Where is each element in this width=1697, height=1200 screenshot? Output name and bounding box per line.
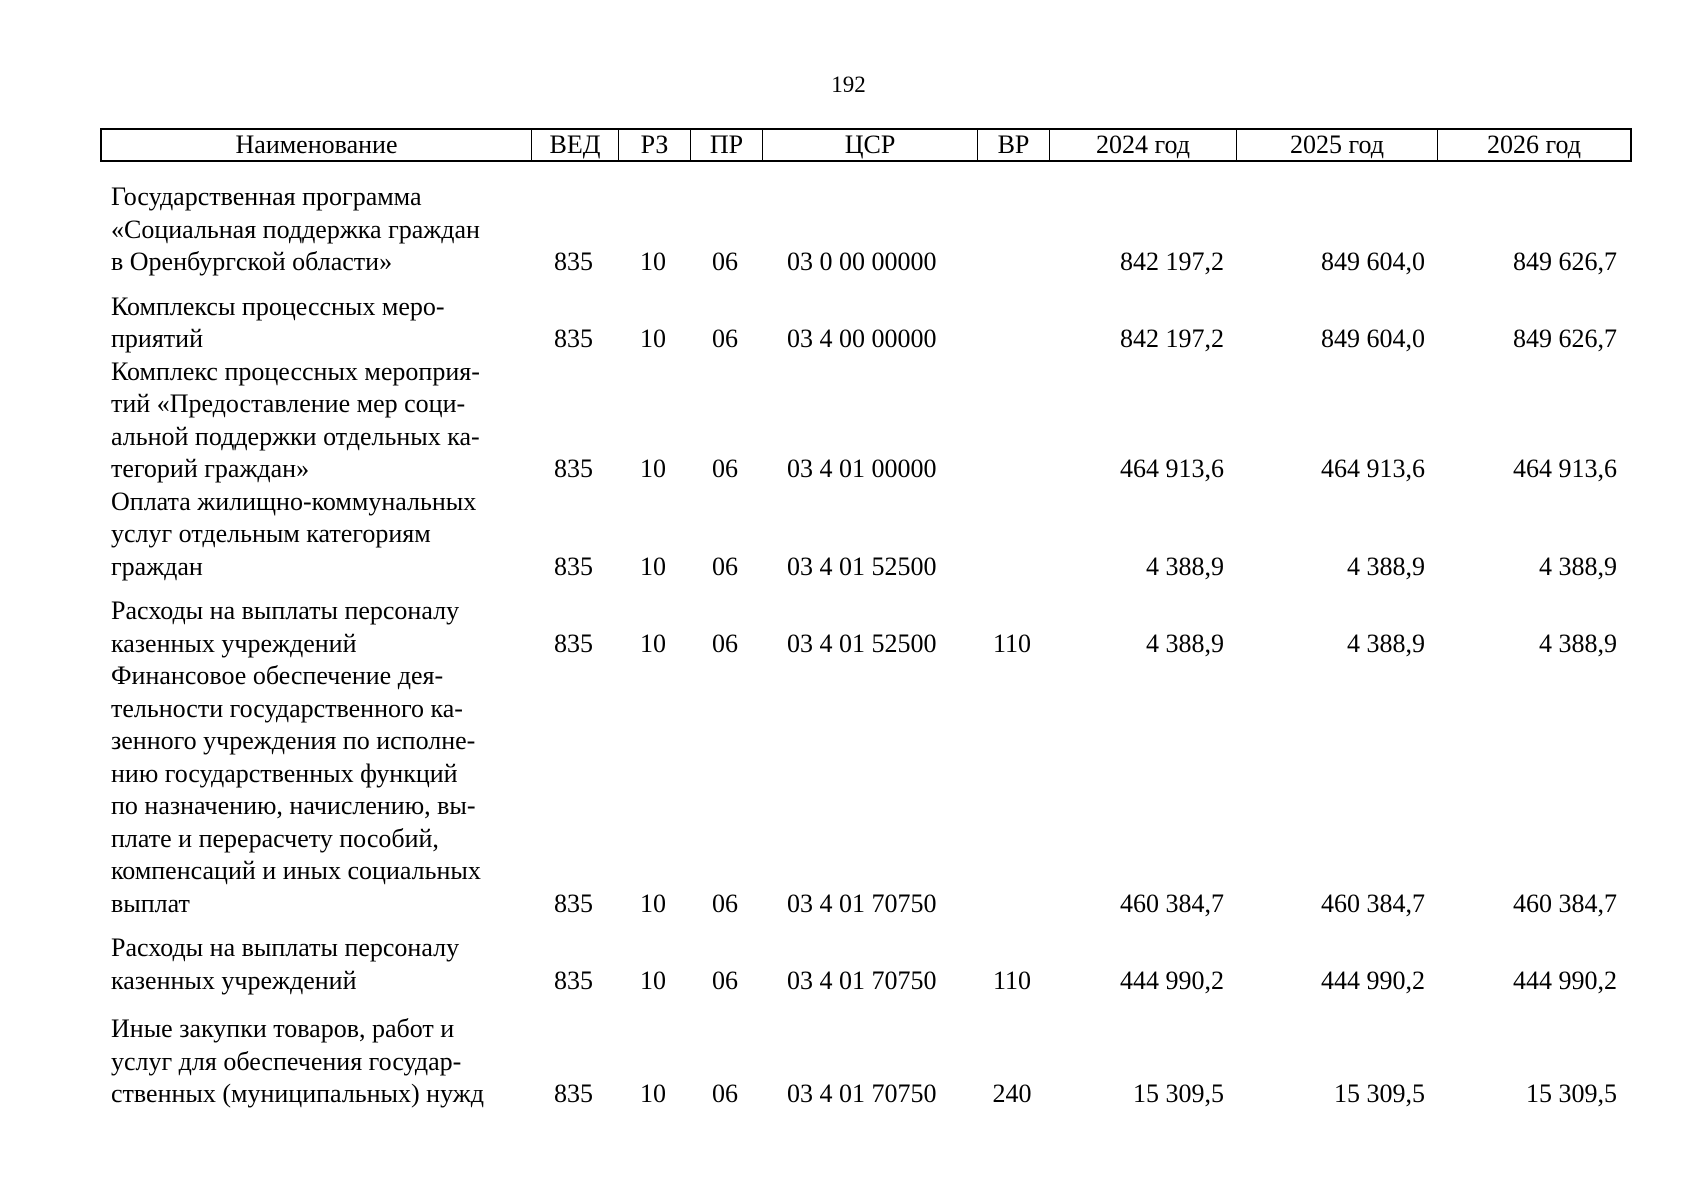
row-name-line: по назначению, начислению, вы- (111, 791, 476, 820)
row-2024: 460 384,7 (1120, 888, 1224, 918)
row-2026: 15 309,5 (1526, 1079, 1617, 1108)
row-2024: 15 309,5 (1133, 1079, 1224, 1108)
row-2025: 460 384,7 (1321, 888, 1425, 918)
row-rz: 10 (640, 628, 666, 658)
row-ved: 835 (554, 324, 593, 353)
row-2026: 464 913,6 (1513, 454, 1617, 483)
row-pr: 06 (712, 1079, 738, 1108)
page-number: 192 (831, 72, 866, 97)
row-2024: 4 388,9 (1146, 551, 1224, 581)
row-name-line: Расходы на выплаты персоналу (111, 933, 460, 962)
row-name-line: тегорий граждан» (111, 454, 310, 483)
row-2025: 444 990,2 (1321, 965, 1425, 995)
row-name-line: зенного учреждения по исполне- (111, 726, 476, 755)
row-2024: 464 913,6 (1120, 454, 1224, 483)
row-2025: 849 604,0 (1321, 247, 1425, 276)
row-name (100, 1013, 530, 1111)
row-name-line: казенных учреждений (111, 965, 357, 995)
row-2026: 4 388,9 (1539, 551, 1617, 581)
row-2025: 4 388,9 (1347, 551, 1425, 581)
row-pr: 06 (712, 454, 738, 483)
row-name-line: компенсаций и иных социальных (111, 856, 481, 885)
row-2025: 464 913,6 (1321, 454, 1425, 483)
row-name-line: тельности государственного ка- (111, 693, 463, 723)
table-row (100, 356, 1632, 486)
row-name-line: Оплата жилищно-коммунальных (111, 486, 477, 516)
row-ved: 835 (554, 551, 593, 581)
row-name (100, 932, 530, 997)
row-name-line: приятий (111, 324, 203, 353)
row-2026: 849 626,7 (1513, 324, 1617, 353)
row-name (100, 595, 530, 660)
row-csr: 03 4 01 52500 (787, 551, 937, 581)
row-rz: 10 (640, 1079, 666, 1108)
row-csr: 03 4 01 70750 (787, 888, 937, 918)
row-csr: 03 0 00 00000 (787, 247, 937, 276)
row-pr: 06 (712, 551, 738, 581)
row-2026: 849 626,7 (1513, 247, 1617, 276)
row-pr: 06 (712, 324, 738, 353)
row-2025: 15 309,5 (1334, 1079, 1425, 1108)
header-rz: РЗ (619, 130, 691, 160)
row-name-line: Комплекс процессных мероприя- (111, 356, 480, 386)
row-vr: 110 (992, 965, 1032, 995)
row-vr: 240 (992, 1079, 1032, 1108)
row-rz: 10 (640, 247, 666, 276)
table-body (100, 181, 1632, 1111)
row-name-line: тий «Предоставление мер соци- (111, 389, 466, 418)
row-2025: 849 604,0 (1321, 324, 1425, 353)
row-csr: 03 4 01 00000 (787, 454, 937, 483)
row-rz: 10 (640, 965, 666, 995)
row-2026: 444 990,2 (1513, 965, 1617, 995)
row-ved: 835 (554, 454, 593, 483)
row-name-line: альной поддержки отдельных ка- (111, 421, 480, 451)
row-name-line: Расходы на выплаты персоналу (111, 596, 460, 625)
row-pr: 06 (712, 628, 738, 658)
header-2026: 2026 год (1487, 130, 1581, 159)
header-2025: 2025 год (1237, 130, 1438, 160)
row-ved: 835 (554, 888, 593, 918)
table-row (100, 486, 1632, 584)
row-2025: 4 388,9 (1347, 628, 1425, 658)
row-pr: 06 (712, 247, 738, 276)
row-name-line: Государственная программа (111, 182, 422, 211)
table-row (100, 291, 1632, 356)
row-name-line: в Оренбургской области» (111, 247, 393, 276)
row-vr: 110 (992, 628, 1032, 658)
table-row (100, 932, 1632, 997)
table-row (100, 660, 1632, 920)
row-name (100, 486, 530, 584)
row-name (100, 356, 530, 486)
row-name-line: Финансовое обеспечение дея- (111, 661, 444, 690)
row-name-line: казенных учреждений (111, 628, 357, 658)
row-ved: 835 (554, 628, 593, 658)
row-ved: 835 (554, 965, 593, 995)
row-pr: 06 (712, 965, 738, 995)
row-name-line: граждан (111, 551, 203, 581)
row-2024: 842 197,2 (1120, 324, 1224, 353)
row-name-line: услуг отдельным категориям (111, 519, 431, 548)
budget-table (100, 128, 1632, 1111)
row-2024: 842 197,2 (1120, 247, 1224, 276)
table-header (100, 128, 1632, 162)
row-2026: 4 388,9 (1539, 628, 1617, 658)
table-row (100, 1013, 1632, 1111)
row-name-line: Комплексы процессных меро- (111, 291, 445, 321)
row-rz: 10 (640, 454, 666, 483)
header-ved: ВЕД (532, 130, 619, 160)
row-csr: 03 4 00 00000 (787, 324, 937, 353)
header-vr: ВР (978, 130, 1050, 160)
row-name-line: услуг для обеспечения государ- (111, 1046, 462, 1076)
row-2026: 460 384,7 (1513, 888, 1617, 918)
header-2024: 2024 год (1050, 130, 1237, 160)
header-csr: ЦСР (763, 130, 978, 160)
row-name-line: ственных (муниципальных) нужд (111, 1079, 484, 1108)
row-name (100, 291, 530, 356)
row-2024: 444 990,2 (1120, 965, 1224, 995)
row-csr: 03 4 01 70750 (787, 1079, 937, 1108)
row-rz: 10 (640, 551, 666, 581)
header-pr: ПР (691, 130, 763, 160)
row-name (100, 660, 530, 920)
row-pr: 06 (712, 888, 738, 918)
row-rz: 10 (640, 888, 666, 918)
row-csr: 03 4 01 52500 (787, 628, 937, 658)
table-row (100, 595, 1632, 660)
row-rz: 10 (640, 324, 666, 353)
table-row (100, 181, 1632, 279)
row-ved: 835 (554, 247, 593, 276)
header-name: Наименование (102, 130, 532, 160)
row-name-line: плате и перерасчету пособий, (111, 823, 439, 853)
row-csr: 03 4 01 70750 (787, 965, 937, 995)
row-name (100, 181, 530, 279)
row-ved: 835 (554, 1079, 593, 1108)
row-name-line: нию государственных функций (111, 758, 458, 788)
row-name-line: Иные закупки товаров, работ и (111, 1014, 455, 1043)
row-name-line: «Социальная поддержка граждан (111, 214, 480, 244)
row-2024: 4 388,9 (1146, 628, 1224, 658)
row-name-line: выплат (111, 888, 190, 918)
